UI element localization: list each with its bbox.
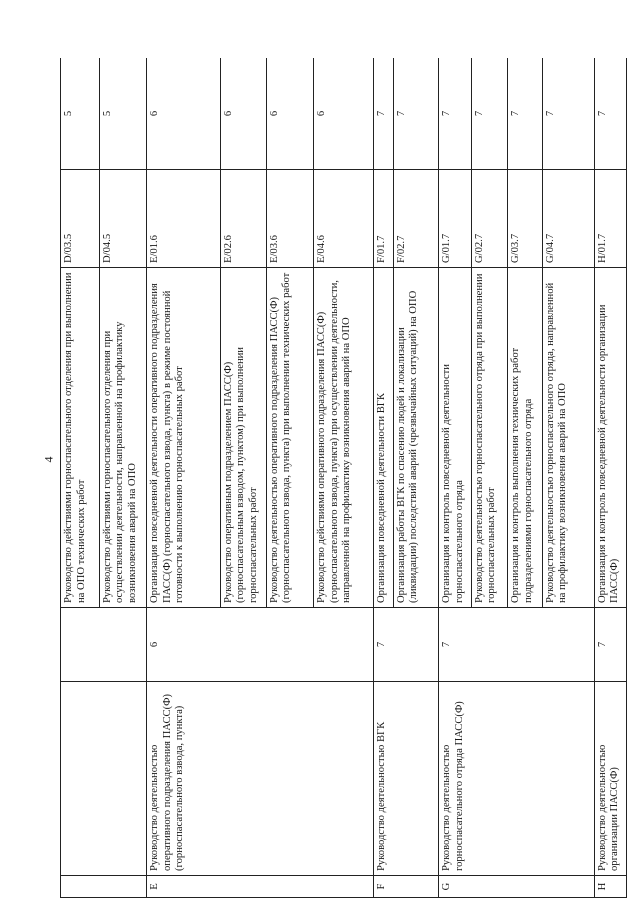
labor-function-name: Организация и контроль выполнения технических работ подразделениями горноспасательного отряда <box>508 268 543 608</box>
labor-function-code: G/04.7 <box>542 170 594 268</box>
table-row <box>147 58 220 898</box>
labor-function-level: 7 <box>439 58 471 170</box>
labor-function-code: F/01.7 <box>374 170 393 268</box>
labor-function-code: E/02.6 <box>220 170 266 268</box>
generalized-function-code: F <box>374 876 439 898</box>
labor-function-name: Организация работы ВГК по спасению людей и локализации (ликвидации) последствий аварий (чрезвычайных ситуаций) на ОПО <box>393 268 438 608</box>
table-row <box>594 58 626 898</box>
generalized-function-code <box>61 876 147 898</box>
qualification-level: 7 <box>594 608 626 682</box>
labor-function-code: E/03.6 <box>266 170 313 268</box>
labor-function-code: E/01.6 <box>147 170 220 268</box>
functions-table <box>60 58 627 898</box>
labor-function-level: 6 <box>220 58 266 170</box>
generalized-function-name <box>61 682 147 876</box>
labor-function-name: Руководство деятельностью оперативного подразделения ПАСС(Ф) (горноспасательного взвода, пункта) при выполнении технических работ <box>266 268 313 608</box>
rotated-table-container <box>60 58 627 898</box>
labor-function-name: Организация повседневной деятельности ВГК <box>374 268 393 608</box>
qualification-level: 6 <box>147 608 374 682</box>
generalized-function-name: Руководство деятельностью оперативного подразделения ПАСС(Ф) (горноспасательного взвода, пункта) <box>147 682 374 876</box>
labor-function-code: E/04.6 <box>314 170 374 268</box>
labor-function-name: Руководство оперативным подразделением ПАСС(Ф) (горноспасательным взводом, пунктом) при выполнении горноспасательных работ <box>220 268 266 608</box>
labor-function-code: D/03.5 <box>61 170 100 268</box>
labor-function-level: 5 <box>61 58 100 170</box>
generalized-function-name: Руководство деятельностью ВГК <box>374 682 439 876</box>
labor-function-name: Организация и контроль повседневной деятельности организации ПАСС(Ф) <box>594 268 626 608</box>
labor-function-level: 6 <box>147 58 220 170</box>
labor-function-level: 6 <box>314 58 374 170</box>
table-row <box>439 58 471 898</box>
labor-function-code: H/01.7 <box>594 170 626 268</box>
labor-function-level: 7 <box>594 58 626 170</box>
labor-function-name: Руководство действиями оперативного подразделения ПАСС(Ф) (горноспасательного взвода, пункта) при осуществлении деятельности, направленной на профилактику возникновения аварий на ОПО <box>314 268 374 608</box>
qualification-level <box>61 608 147 682</box>
table-row <box>61 58 100 898</box>
labor-function-level: 7 <box>374 58 393 170</box>
generalized-function-code: E <box>147 876 374 898</box>
labor-function-code: F/02.7 <box>393 170 438 268</box>
labor-function-level: 7 <box>542 58 594 170</box>
generalized-function-code: G <box>439 876 594 898</box>
generalized-function-code: H <box>594 876 626 898</box>
labor-function-name: Руководство действиями горноспасательного отделения при осуществлении деятельности, направленной на профилактику возникновения аварий на ОПО <box>99 268 146 608</box>
generalized-function-name: Руководство деятельностью горноспасательного отряда ПАСС(Ф) <box>439 682 594 876</box>
labor-function-level: 7 <box>508 58 543 170</box>
page-number: 4 <box>41 456 56 463</box>
labor-function-level: 7 <box>471 58 508 170</box>
qualification-level: 7 <box>374 608 439 682</box>
labor-function-name: Руководство деятельностью горноспасательного отряда, направленной на профилактику возникновения аварий на ОПО <box>542 268 594 608</box>
labor-function-code: G/03.7 <box>508 170 543 268</box>
labor-function-name: Организация повседневной деятельности оперативного подразделения ПАСС(Ф) (горноспасательного взвода, пункта) в режиме постоянной готовности к выполнению горноспасательных работ <box>147 268 220 608</box>
labor-function-level: 7 <box>393 58 438 170</box>
labor-function-code: G/01.7 <box>439 170 471 268</box>
qualification-level: 7 <box>439 608 594 682</box>
table-wrapper <box>60 58 627 898</box>
table-row <box>374 58 393 898</box>
labor-function-level: 6 <box>266 58 313 170</box>
labor-function-code: G/02.7 <box>471 170 508 268</box>
functions-table-body <box>61 58 627 898</box>
labor-function-name: Руководство действиями горноспасательного отделения при выполнении на ОПО технических работ <box>61 268 100 608</box>
labor-function-name: Организация и контроль повседневной деятельности горноспасательного отряда <box>439 268 471 608</box>
generalized-function-name: Руководство деятельностью организации ПАСС(Ф) <box>594 682 626 876</box>
labor-function-name: Руководство деятельностью горноспасательного отряда при выполнении горноспасательных работ <box>471 268 508 608</box>
labor-function-level: 5 <box>99 58 146 170</box>
labor-function-code: D/04.5 <box>99 170 146 268</box>
